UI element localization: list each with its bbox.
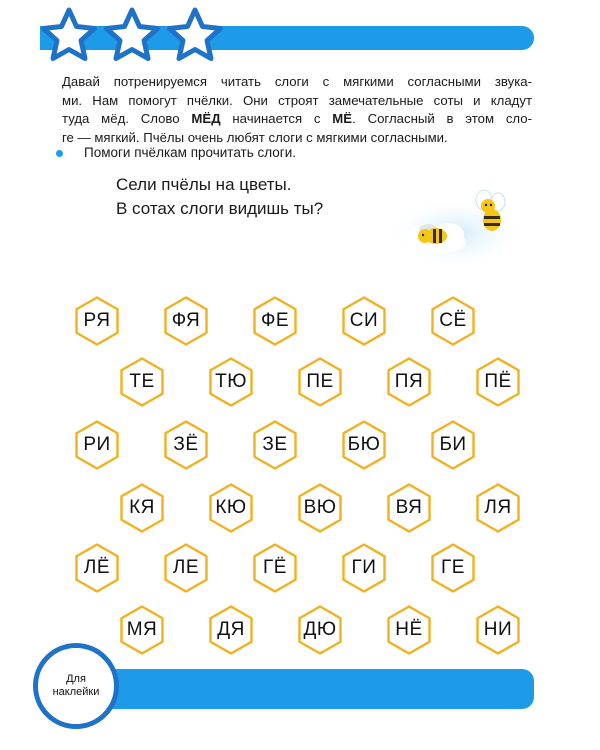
rating-stars bbox=[38, 6, 228, 68]
syllable-label: ТЮ bbox=[215, 371, 247, 392]
syllable-hex[interactable] bbox=[384, 605, 434, 655]
poem-line: Сели пчёлы на цветы. bbox=[116, 175, 292, 194]
syllable-label: РЯ bbox=[83, 310, 111, 331]
syllable-hex[interactable] bbox=[117, 357, 167, 407]
bottom-banner-bar bbox=[80, 669, 534, 709]
intro-paragraph bbox=[62, 73, 532, 147]
syllable-label: ГИ bbox=[351, 557, 377, 578]
intro-line: ге — мягкий. Пчёлы очень любят слоги с мягкими согласными. bbox=[62, 129, 448, 145]
sticker-placeholder[interactable]: Для наклейки bbox=[33, 643, 119, 729]
syllable-label: ВЯ bbox=[395, 497, 423, 518]
syllable-hex[interactable] bbox=[339, 296, 389, 346]
syllable-label: ФЯ bbox=[171, 310, 201, 331]
syllable-label: БИ bbox=[439, 434, 467, 455]
star-icon bbox=[170, 10, 221, 59]
syllable-hex[interactable] bbox=[384, 357, 434, 407]
syllable-label: СИ bbox=[349, 310, 379, 331]
syllable-hex[interactable] bbox=[117, 605, 167, 655]
syllable-hex[interactable] bbox=[428, 420, 478, 470]
syllable-hex[interactable] bbox=[384, 483, 434, 533]
syllable-hex[interactable] bbox=[428, 543, 478, 593]
poem bbox=[116, 173, 323, 221]
syllable-hex[interactable] bbox=[161, 420, 211, 470]
syllable-label: КЯ bbox=[129, 497, 155, 518]
syllable-hex[interactable] bbox=[72, 420, 122, 470]
syllable-hex[interactable] bbox=[72, 543, 122, 593]
syllable-hex[interactable] bbox=[206, 605, 256, 655]
syllable-hex[interactable] bbox=[428, 296, 478, 346]
syllable-label: МЯ bbox=[126, 619, 158, 640]
intro-line: Давай потренируемся читать слоги с мягкими согласными звука- bbox=[62, 74, 532, 89]
syllable-label: НЁ bbox=[395, 619, 423, 640]
syllable-label: ЛЕ bbox=[172, 557, 200, 578]
star-icon bbox=[44, 10, 95, 59]
syllable-label: ЛЁ bbox=[83, 557, 111, 578]
syllable-label: ПЁ bbox=[484, 371, 512, 392]
syllable-label: ПЯ bbox=[394, 371, 424, 392]
poem-line: В сотах слоги видишь ты? bbox=[116, 199, 324, 218]
syllable-label: ПЕ bbox=[306, 371, 334, 392]
bullet-icon bbox=[56, 150, 63, 157]
bees-illustration bbox=[392, 186, 520, 266]
syllable-label: ТЕ bbox=[129, 371, 155, 392]
syllable-hex[interactable] bbox=[473, 483, 523, 533]
syllable-label: ГЕ bbox=[441, 557, 465, 578]
syllable-hex[interactable] bbox=[339, 420, 389, 470]
syllable-label: ВЮ bbox=[303, 497, 337, 518]
syllable-label: ЗЕ bbox=[262, 434, 288, 455]
syllable-label: ГЁ bbox=[263, 557, 287, 578]
syllable-hex[interactable] bbox=[206, 357, 256, 407]
syllable-label: ЛЯ bbox=[484, 497, 512, 518]
syllable-hex[interactable] bbox=[295, 483, 345, 533]
syllable-hex[interactable] bbox=[295, 357, 345, 407]
syllable-hex[interactable] bbox=[161, 543, 211, 593]
syllable-hex[interactable] bbox=[72, 296, 122, 346]
syllable-label: ЗЁ bbox=[173, 434, 199, 455]
syllable-label: ДЮ bbox=[303, 619, 337, 640]
highlight-syllable: МЁ bbox=[332, 111, 353, 126]
syllable-hex[interactable] bbox=[206, 483, 256, 533]
syllable-label: КЮ bbox=[215, 497, 247, 518]
intro-line: туда мёд. Слово МЁД начинается с МЁ. Согласный в этом сло- bbox=[62, 111, 532, 126]
syllable-label: ДЯ bbox=[217, 619, 245, 640]
syllable-label: БЮ bbox=[347, 434, 381, 455]
syllable-hex[interactable] bbox=[473, 357, 523, 407]
syllable-hex[interactable] bbox=[295, 605, 345, 655]
star-icon bbox=[107, 10, 158, 59]
intro-line: ми. Нам помогут пчёлки. Они строят замечательные соты и кладут bbox=[62, 92, 532, 108]
syllable-hex[interactable] bbox=[161, 296, 211, 346]
syllable-label: ФЕ bbox=[260, 310, 290, 331]
syllable-label: НИ bbox=[483, 619, 513, 640]
highlight-word: МЁД bbox=[191, 111, 221, 126]
syllable-label: СЁ bbox=[439, 310, 467, 331]
syllable-hex[interactable] bbox=[250, 296, 300, 346]
syllable-label: РИ bbox=[83, 434, 111, 455]
syllable-hex[interactable] bbox=[473, 605, 523, 655]
task-instruction: Помоги пчёлкам прочитать слоги. bbox=[62, 145, 296, 160]
syllable-hex[interactable] bbox=[117, 483, 167, 533]
syllable-hex[interactable] bbox=[250, 543, 300, 593]
syllable-hex[interactable] bbox=[250, 420, 300, 470]
syllable-hex[interactable] bbox=[339, 543, 389, 593]
